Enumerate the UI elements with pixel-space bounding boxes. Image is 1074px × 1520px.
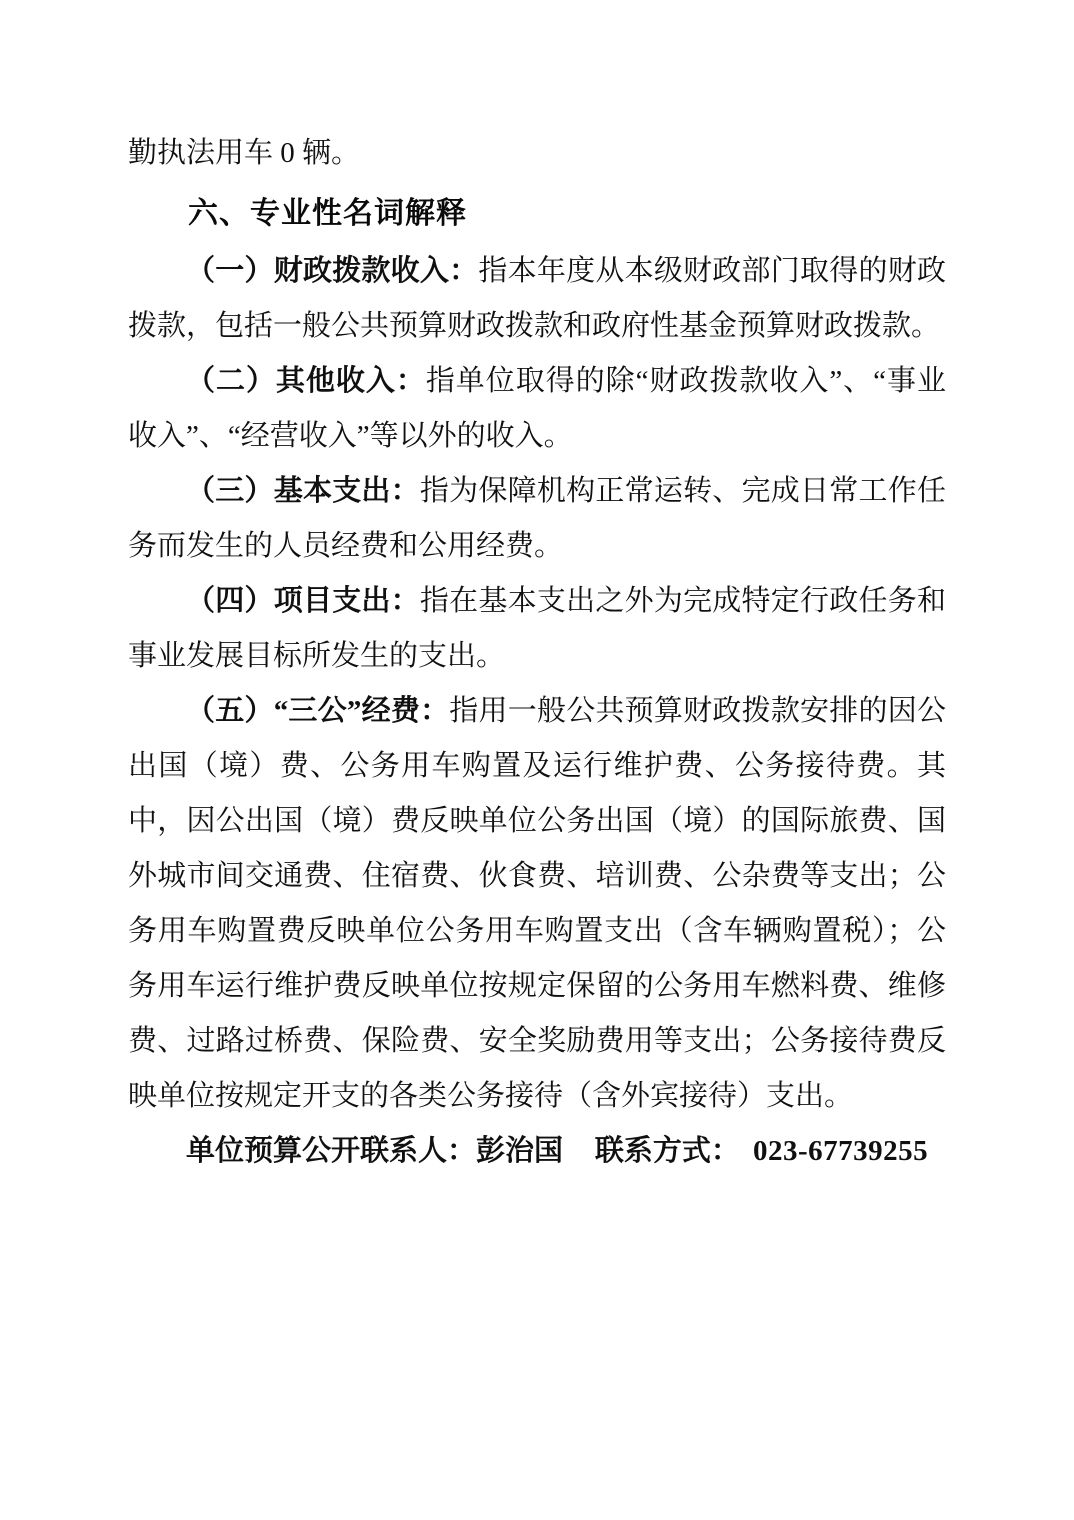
definition-text-4: 指在基本支出之外为完成特定行政任务和事业发展目标所发生的支出。 [128, 585, 946, 672]
contact-line [128, 1124, 946, 1179]
definition-paragraph-3 [128, 464, 946, 574]
definition-text-1: 指本年度从本级财政部门取得的财政拨款，包括一般公共预算财政拨款和政府性基金预算财政拨款。 [128, 255, 946, 342]
definition-paragraph-2 [128, 354, 946, 464]
contact-method-label: 联系方式： [594, 1135, 740, 1167]
contact-person-label: 单位预算公开联系人： [186, 1135, 477, 1167]
definition-text-3: 指为保障机构正常运转、完成日常工作任务而发生的人员经费和公用经费。 [128, 475, 946, 562]
term-label-4: （四）项目支出： [186, 585, 420, 617]
definition-text-5: 指用一般公共预算财政拨款安排的因公出国（境）费、公务用车购置及运行维护费、公务接待费。其中，因公出国（境）费反映单位公务出国（境）的国际旅费、国外城市间交通费、住宿费、伙食费、培训费、公杂费等支出；公务用车购置费反映单位公务用车购置支出（含车辆购置税）；公务用车运行维护费反映单位按规定保留的公务用车燃料费、维修费、过路过桥费、保险费、安全奖励费用等支出；公务接待费反映单位按规定开支的各类公务接待（含外宾接待）支出。 [128, 695, 946, 1112]
definition-paragraph-1 [128, 244, 946, 354]
intro-continuation-text: 勤执法用车 0 辆。 [128, 137, 361, 169]
definition-text-2: 指单位取得的除“财政拨款收入”、“事业收入”、“经营收入”等以外的收入。 [128, 365, 946, 452]
term-label-5: （五）“三公”经费： [186, 695, 450, 727]
definition-paragraph-4 [128, 574, 946, 684]
contact-person-name: 彭治国 [476, 1135, 564, 1167]
term-label-1: （一）财政拨款收入： [186, 255, 479, 287]
term-label-3: （三）基本支出： [186, 475, 420, 507]
section-heading: 六、专业性名词解释 [188, 197, 467, 230]
term-label-2: （二）其他收入： [186, 365, 426, 397]
contact-phone-number: 023-67739255 [752, 1135, 929, 1167]
definition-paragraph-5 [128, 684, 946, 1124]
